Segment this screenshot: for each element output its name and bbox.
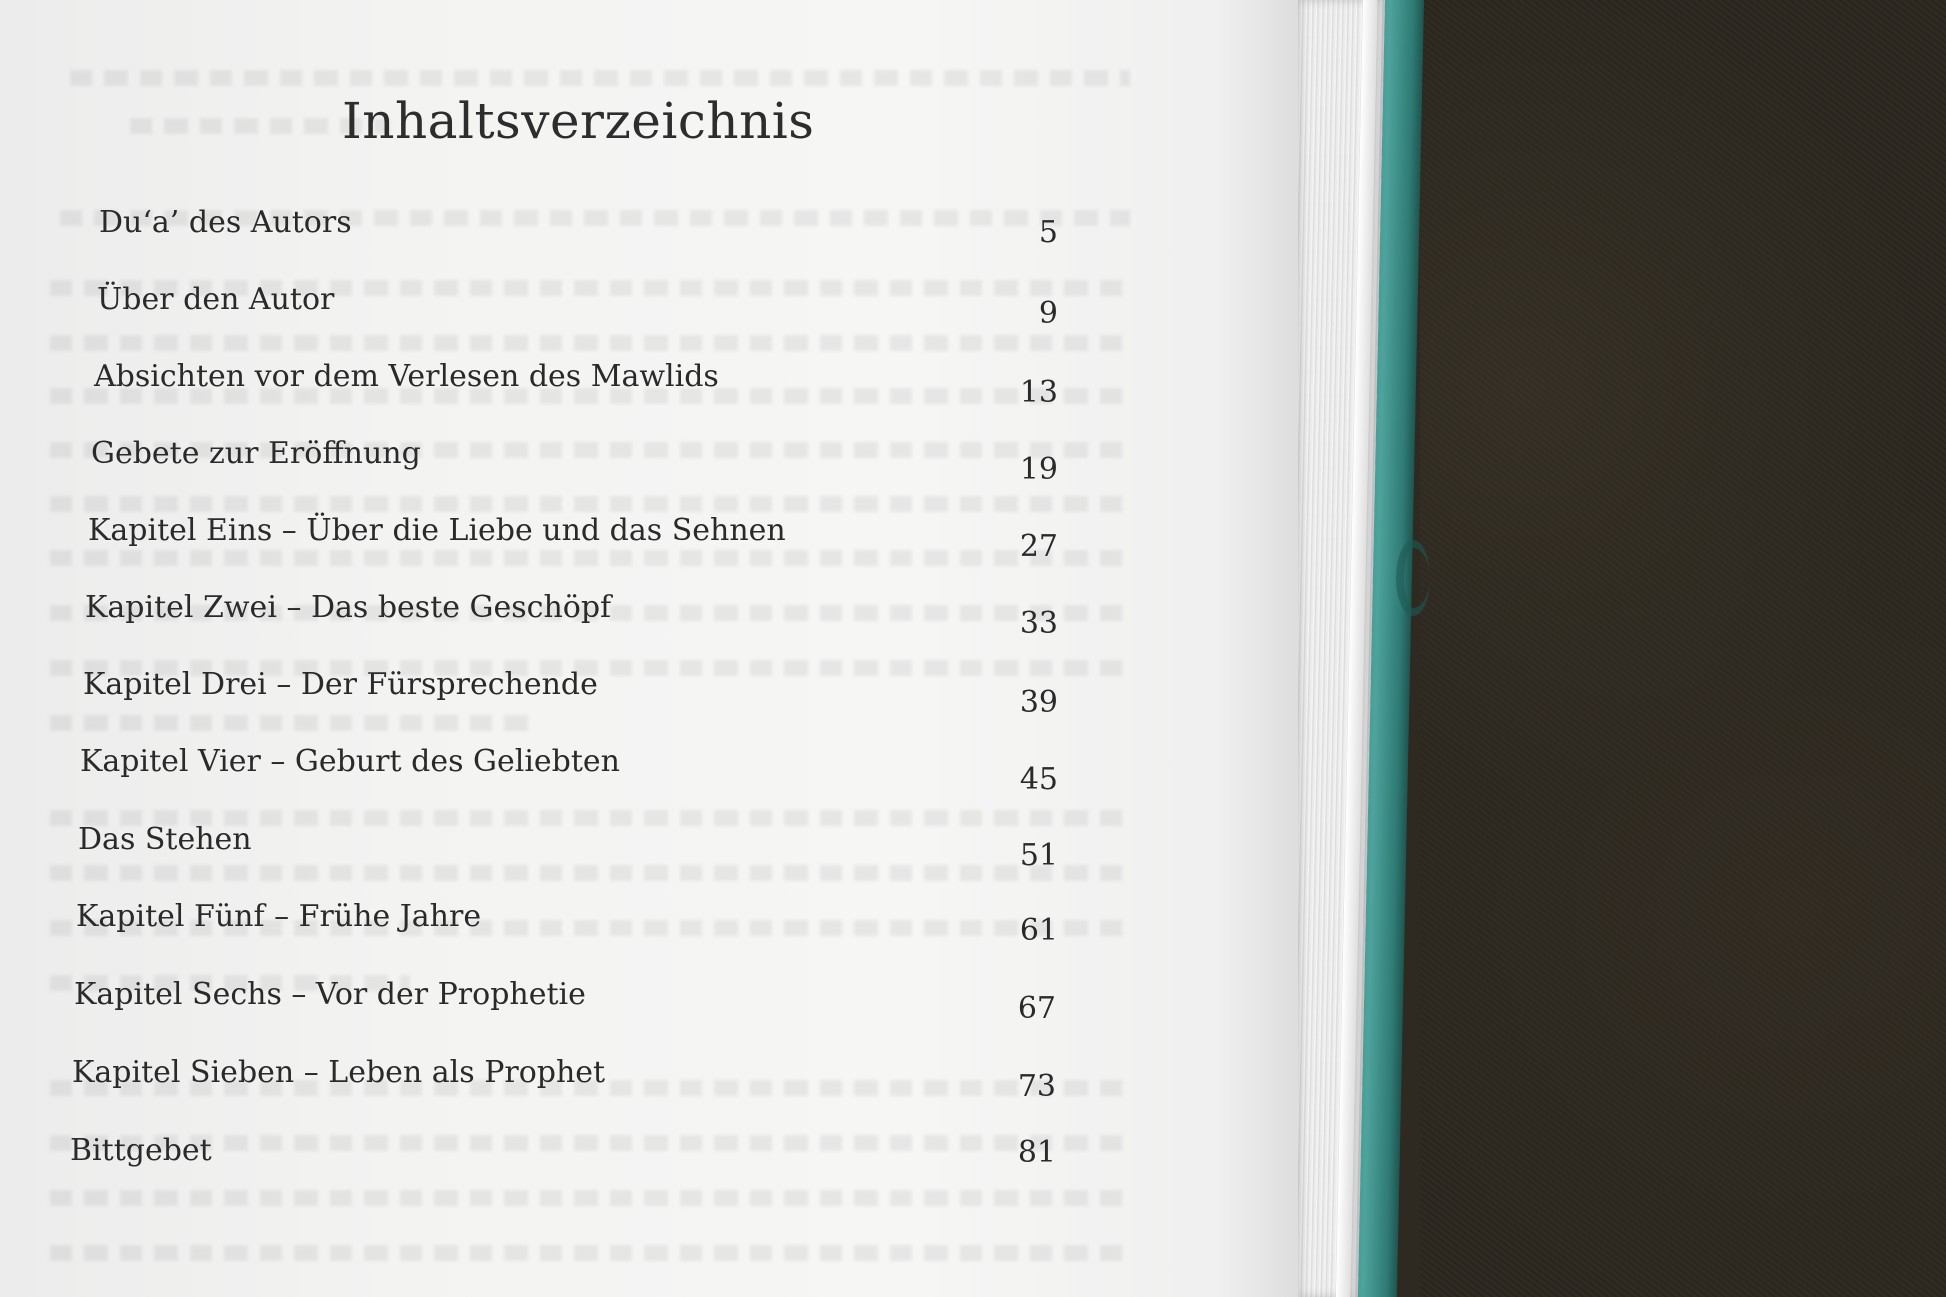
toc-entry-label: Das Stehen [78,822,252,857]
cover-ornament [1396,540,1430,616]
toc-entry-page: 19 [1019,452,1058,487]
toc-entry-label: Kapitel Vier – Geburt des Geliebten [80,744,620,779]
toc-entry [0,899,1100,949]
toc-entry-page: 81 [1017,1135,1056,1170]
toc-entry-label: Über den Autor [97,282,335,317]
toc-entry-page: 9 [1038,296,1058,331]
toc-entry-page: 45 [1019,762,1058,797]
toc-entry-label: Bittgebet [70,1133,212,1168]
toc-entry-label: Kapitel Eins – Über die Liebe und das Sehnen [88,513,786,548]
table-surface [1420,0,1946,1297]
toc-entry-label: Kapitel Zwei – Das beste Geschöpf [85,590,612,625]
toc-entry [0,590,1100,640]
toc-entry-label: Absichten vor dem Verlesen des Mawlids [94,359,719,394]
toc-entry [0,667,1100,720]
toc-entry-page: 61 [1019,913,1058,948]
toc-entry-page: 5 [1038,215,1058,250]
toc-entry-label: Kapitel Fünf – Frühe Jahre [76,899,482,934]
toc-entry-page: 13 [1019,375,1058,410]
page-title: Inhaltsverzeichnis [342,92,815,150]
toc-entry [0,1055,1100,1105]
toc-entry [0,977,1100,1027]
toc-entry-page: 27 [1019,529,1058,564]
toc-entry-label: Kapitel Sieben – Leben als Prophet [72,1055,606,1090]
toc-entry-page: 39 [1019,685,1058,720]
toc-entry-page: 33 [1019,606,1058,641]
toc-entry [0,359,1100,409]
toc-entry-page: 67 [1017,991,1056,1026]
toc-entry [0,436,1100,486]
toc-entry-label: Gebete zur Eröffnung [91,436,421,471]
toc-entry [0,513,1100,563]
toc-entry [0,282,1100,332]
page-gutter-shadow [1218,0,1298,1297]
toc-entry-label: Du‘a’ des Autors [99,205,352,240]
toc-entry-page: 51 [1019,838,1058,873]
toc-entry-label: Kapitel Sechs – Vor der Prophetie [74,977,586,1012]
toc-entry-page: 73 [1017,1069,1056,1104]
toc-entry [0,1133,1100,1183]
toc-entry [0,744,1100,797]
toc-entry [0,205,1100,255]
toc-entry-label: Kapitel Drei – Der Fürsprechende [83,667,598,702]
toc-entry [0,822,1100,872]
